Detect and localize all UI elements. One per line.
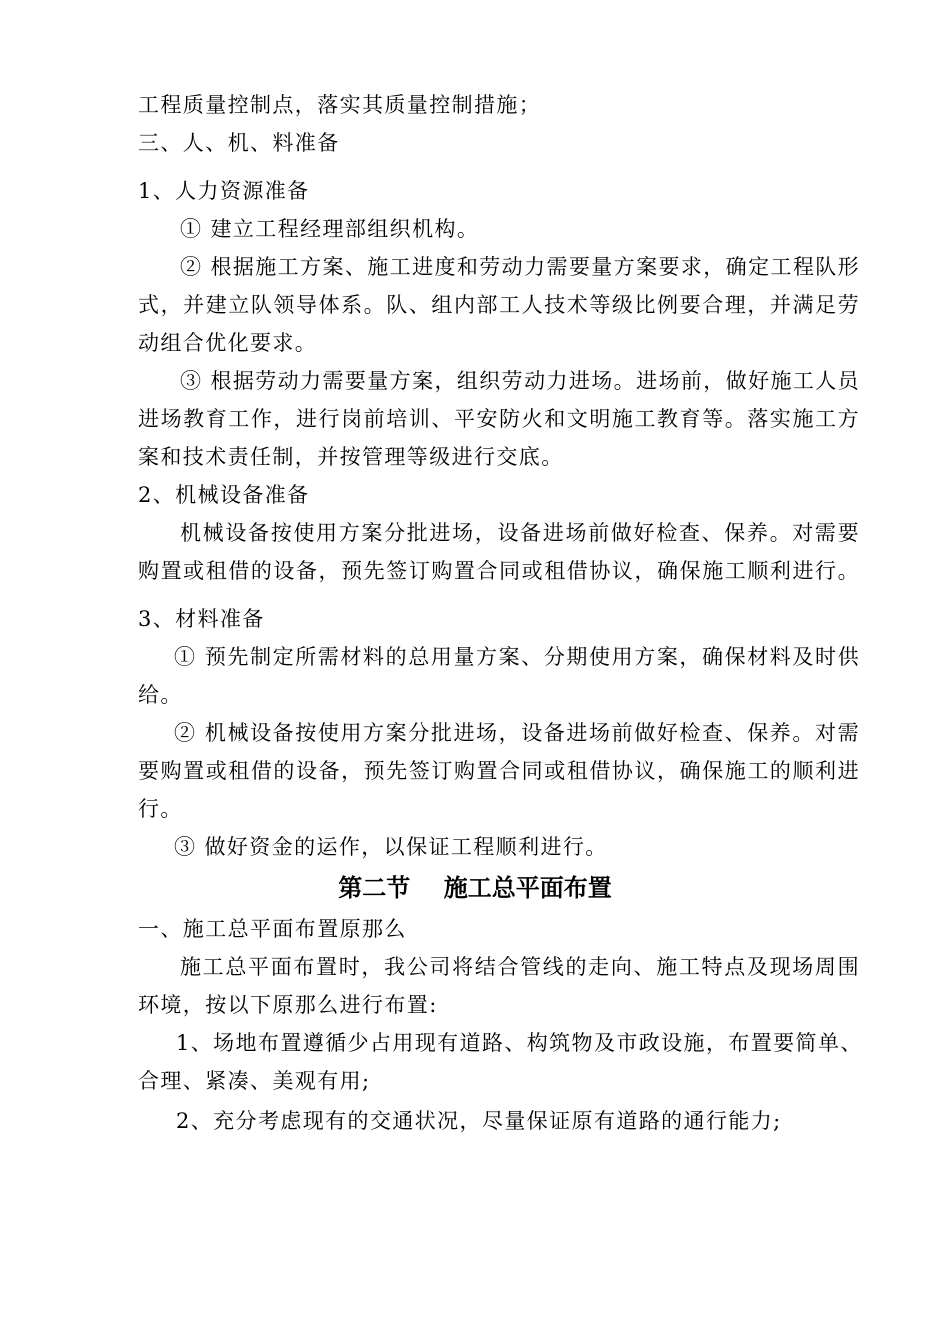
subheading-materials: 3、材料准备 (138, 607, 265, 631)
subheading-human-resources: 1、人力资源准备 (138, 179, 310, 203)
text-line: ② 根据施工方案、施工进度和劳动力需要量方案要求，确定工程队形 (180, 255, 861, 279)
text-line: 案和技术责任制，并按管理等级进行交底。 (138, 445, 564, 469)
text-line: 1、场地布置遵循少占用现有道路、构筑物及市政设施，布置要简单、 (176, 1031, 863, 1055)
text-line: ② 机械设备按使用方案分批进场，设备进场前做好检查、保养。对需 (174, 721, 860, 745)
text-line: ① 建立工程经理部组织机构。 (180, 217, 480, 241)
text-line: 合理、紧凑、美观有用; (138, 1069, 371, 1093)
text-line: 机械设备按使用方案分批进场，设备进场前做好检查、保养。对需要 (180, 521, 860, 545)
text-line: 进场教育工作，进行岗前培训、平安防火和文明施工教育等。落实施工方 (138, 407, 860, 431)
text-line: 要购置或租借的设备，预先签订购置合同或租借协议，确保施工的顺利进 (138, 759, 860, 783)
text-line: ① 预先制定所需材料的总用量方案、分期使用方案，确保材料及时供 (174, 645, 860, 669)
section-heading: 第二节 施工总平面布置 (338, 873, 612, 902)
text-line: 给。 (138, 683, 183, 707)
text-line: 购置或租借的设备，预先签订购置合同或租借协议，确保施工顺利进行。 (138, 559, 860, 583)
text-line: ③ 做好资金的运作，以保证工程顺利进行。 (174, 835, 608, 859)
text-line: 动组合优化要求。 (138, 331, 318, 355)
subheading-layout-principles: 一、施工总平面布置原那么 (138, 917, 407, 941)
text-line: 行。 (138, 797, 183, 821)
text-line: 式，并建立队领导体系。队、组内部工人技术等级比例要合理，并满足劳 (138, 293, 860, 317)
subheading-machinery: 2、机械设备准备 (138, 483, 310, 507)
text-line: 2、充分考虑现有的交通状况，尽量保证原有道路的通行能力; (176, 1109, 782, 1133)
text-line: 环境，按以下原那么进行布置: (138, 993, 438, 1017)
subheading-people-machines-materials: 三、人、机、料准备 (138, 131, 340, 155)
text-line: ③ 根据劳动力需要量方案，组织劳动力进场。进场前，做好施工人员 (180, 369, 861, 393)
text-line: 施工总平面布置时，我公司将结合管线的走向、施工特点及现场周围 (180, 955, 860, 979)
text-line: 工程质量控制点，落实其质量控制措施； (138, 93, 542, 117)
